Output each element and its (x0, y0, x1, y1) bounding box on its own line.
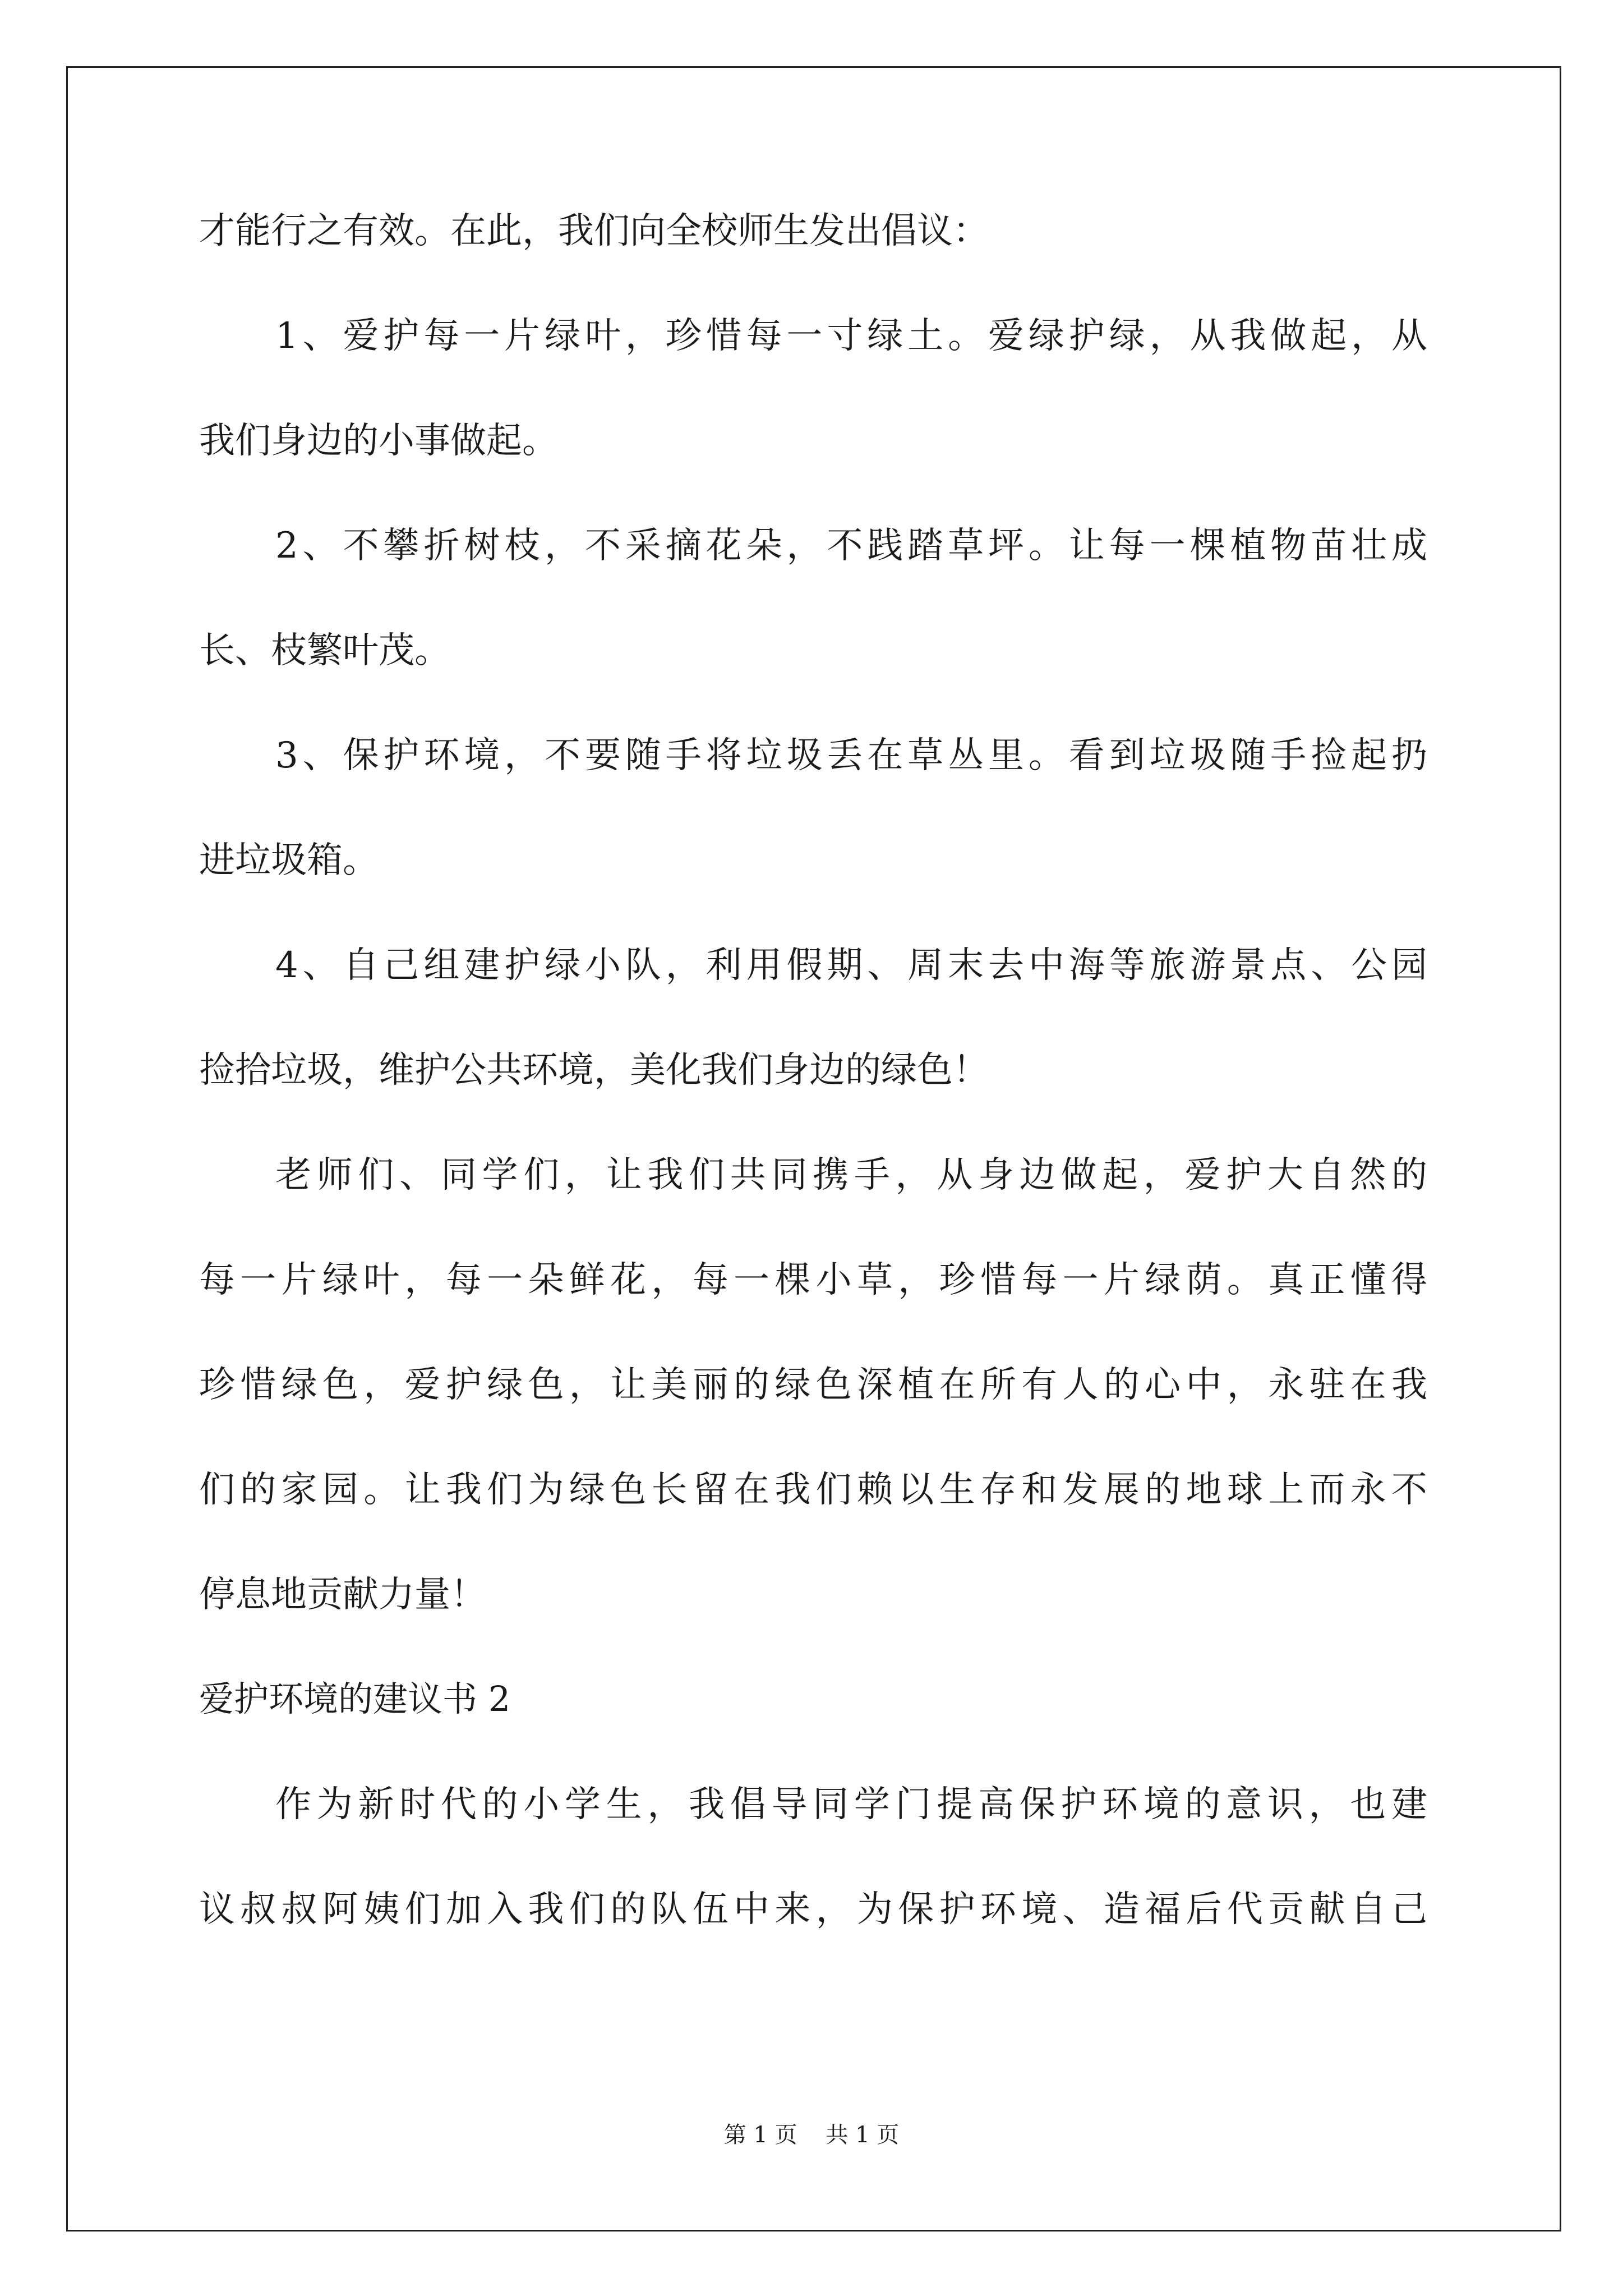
document-body (199, 210, 1427, 1996)
text-line: 捡拾垃圾，维护公共环境，美化我们身边的绿色！ (199, 1050, 989, 1091)
text-line: 老师们、同学们，让我们共同携手，从身边做起，爱护大自然的 (275, 1154, 1427, 1196)
text-line: 珍惜绿色，爱护绿色，让美丽的绿色深植在所有人的心中，永驻在我 (199, 1364, 1427, 1406)
text-line: 进垃圾箱。 (199, 840, 379, 881)
text-line: 才能行之有效。在此，我们向全校师生发出倡议： (199, 210, 989, 252)
text-line: 们的家园。让我们为绿色长留在我们赖以生存和发展的地球上而永不 (199, 1469, 1427, 1511)
paragraph-block-1 (199, 210, 1427, 1682)
text-line: 我们身边的小事做起。 (199, 420, 558, 462)
text-line: 2、不攀折树枝，不采摘花朵，不践踏草坪。让每一棵植物苗壮成 (275, 525, 1427, 567)
page-number-footer: 第 1 页 共 1 页 (723, 2122, 900, 2148)
section-heading: 爱护环境的建议书 2 (199, 1678, 511, 1719)
text-line: 议叔叔阿姨们加入我们的队伍中来，为保护环境、造福后代贡献自己 (199, 1889, 1427, 1930)
text-line: 长、枝繁叶茂。 (199, 630, 450, 671)
text-line: 3、保护环境，不要随手将垃圾丢在草丛里。看到垃圾随手捡起扔 (275, 735, 1427, 776)
text-line: 作为新时代的小学生，我倡导同学门提高保护环境的意识，也建 (275, 1784, 1427, 1825)
text-line: 4、自己组建护绿小队，利用假期、周末去中海等旅游景点、公园 (275, 945, 1427, 986)
text-line: 1、爱护每一片绿叶，珍惜每一寸绿土。爱绿护绿，从我做起，从 (275, 315, 1427, 357)
paragraph-block-2 (199, 1784, 1427, 1996)
text-line: 停息地贡献力量！ (199, 1574, 486, 1616)
text-line: 每一片绿叶，每一朵鲜花，每一棵小草，珍惜每一片绿荫。真正懂得 (199, 1259, 1427, 1301)
